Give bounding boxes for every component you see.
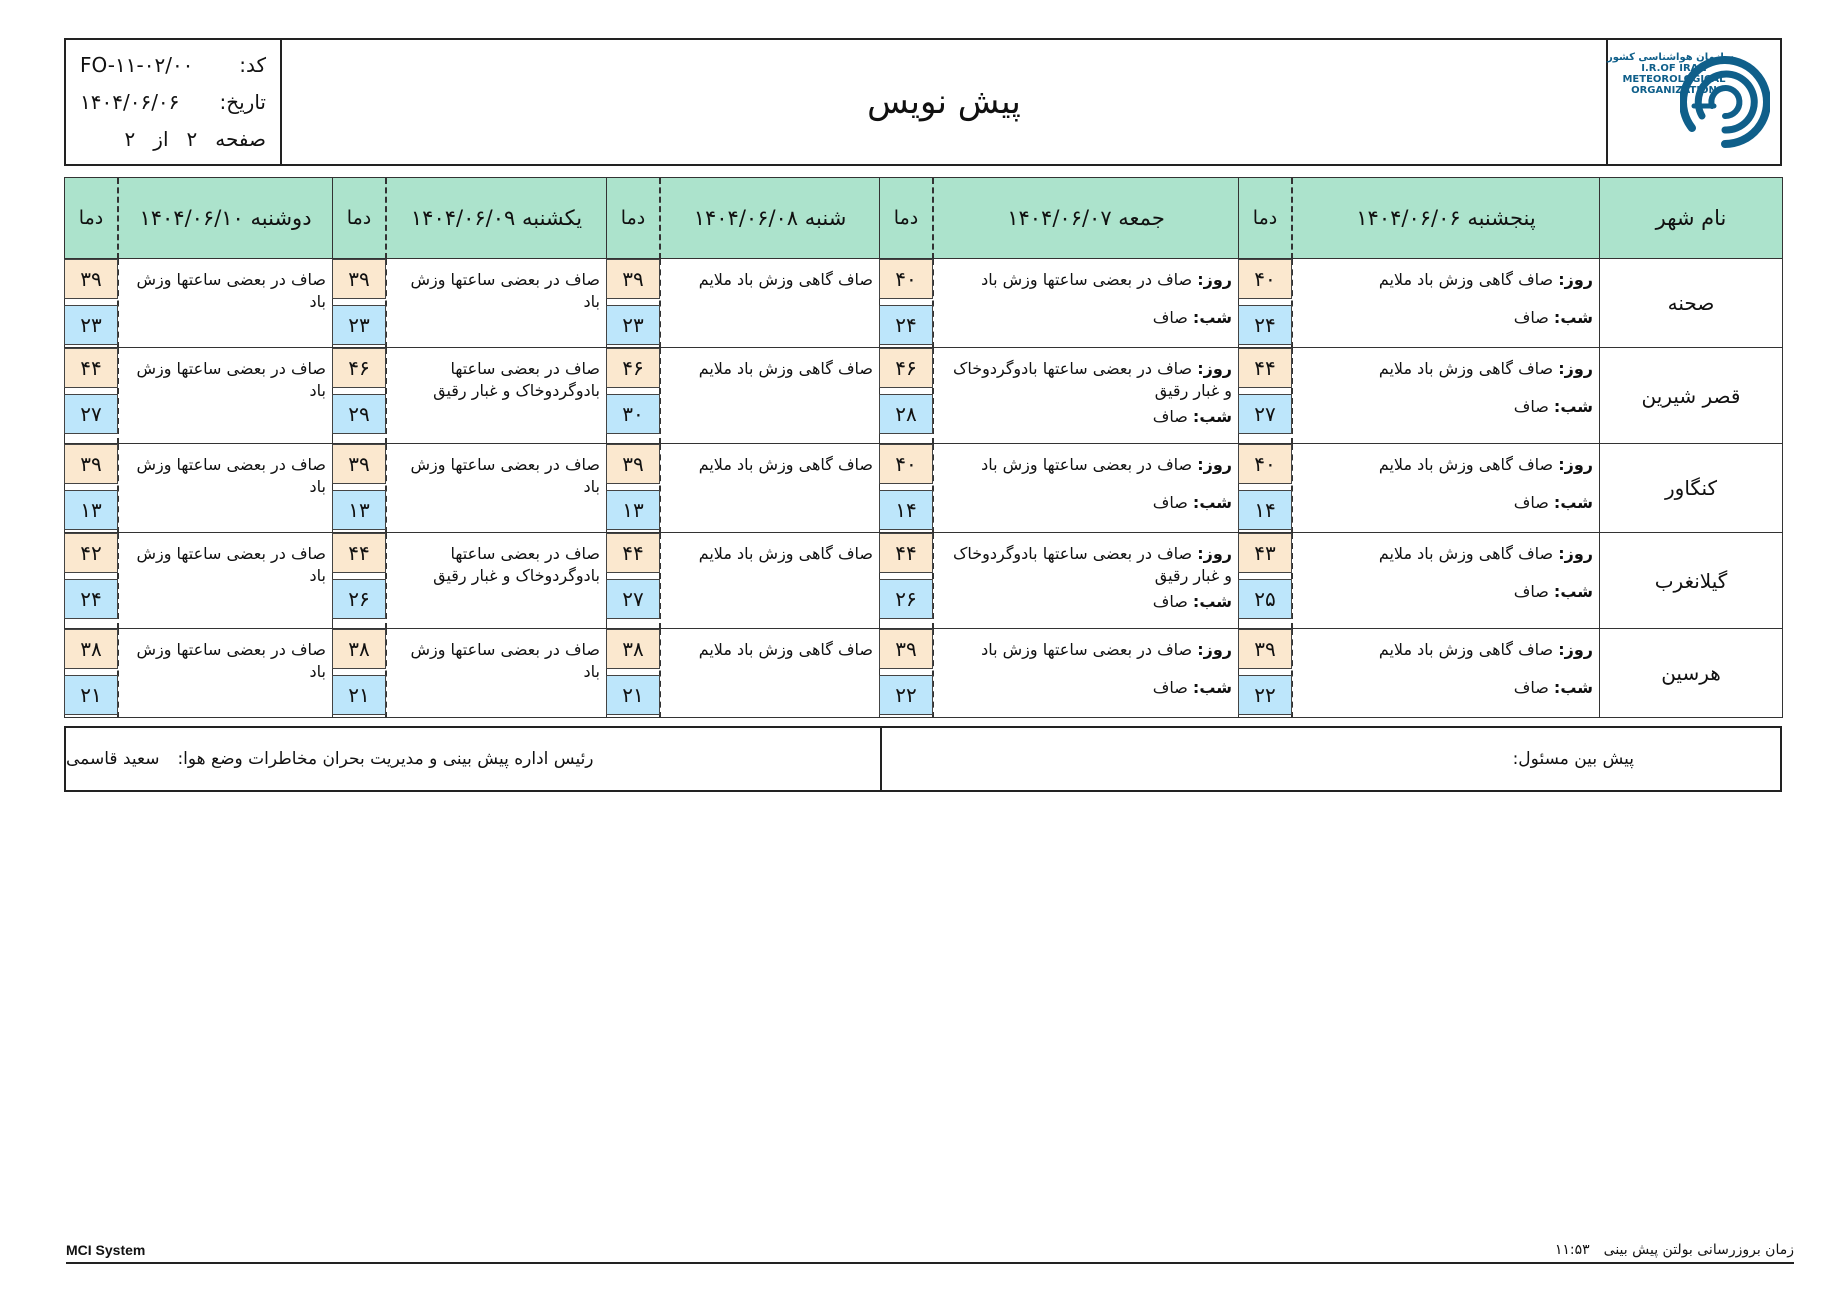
max-temp: ۳۹ xyxy=(64,444,118,484)
day-header-2: جمعه ۱۴۰۴/۰۶/۰۷ xyxy=(934,178,1239,259)
day-label: روز: xyxy=(1558,359,1593,378)
forecast-day-night xyxy=(1293,348,1600,444)
max-temp: ۴۰ xyxy=(1238,444,1292,484)
night-label: شب: xyxy=(1192,678,1232,697)
temp-header: دما xyxy=(333,178,387,259)
logo-spiral-icon xyxy=(1680,54,1770,154)
min-temp: ۲۳ xyxy=(64,305,118,345)
max-temp: ۴۴ xyxy=(64,348,118,388)
night-text: صاف xyxy=(1513,582,1549,601)
city-header: نام شهر xyxy=(1600,178,1783,259)
day-text: صاف گاهی وزش باد ملایم xyxy=(1378,544,1554,563)
day-label: روز: xyxy=(1558,640,1593,659)
night-forecast xyxy=(1153,591,1232,613)
department-head xyxy=(66,728,882,790)
night-label: شب: xyxy=(1553,493,1593,512)
max-temp: ۳۸ xyxy=(606,629,660,669)
forecast-day-night xyxy=(1293,629,1600,718)
temp-cell xyxy=(880,348,934,444)
forecast-description: صاف در بعضی ساعتها بادوگردوخاک و غبار رقیق xyxy=(387,533,607,629)
forecast-day-night xyxy=(1293,533,1600,629)
max-temp: ۳۹ xyxy=(606,444,660,484)
forecast-description: صاف گاهی وزش باد ملایم xyxy=(661,629,880,718)
forecast-description: صاف گاهی وزش باد ملایم xyxy=(661,259,880,348)
temp-header: دما xyxy=(880,178,934,259)
temp-cell xyxy=(65,348,119,444)
temp-cell xyxy=(880,444,934,533)
temp-cell xyxy=(607,533,661,629)
max-temp: ۳۹ xyxy=(879,629,933,669)
max-temp: ۴۴ xyxy=(879,533,933,573)
max-temp: ۴۶ xyxy=(606,348,660,388)
page-current: ۲ xyxy=(186,127,198,151)
max-temp: ۴۶ xyxy=(879,348,933,388)
forecast-day-night xyxy=(934,629,1239,718)
night-text: صاف xyxy=(1152,678,1188,697)
night-forecast xyxy=(1514,677,1593,699)
day-forecast xyxy=(1301,358,1593,380)
city-name: قصر شیرین xyxy=(1600,348,1783,444)
max-temp: ۳۹ xyxy=(332,444,386,484)
temp-cell xyxy=(607,259,661,348)
day-text: صاف در بعضی ساعتها وزش باد xyxy=(981,270,1193,289)
temp-header: دما xyxy=(607,178,661,259)
forecast-description: صاف در بعضی ساعتها وزش باد xyxy=(119,629,333,718)
max-temp: ۴۰ xyxy=(879,444,933,484)
min-temp: ۱۴ xyxy=(1238,490,1292,530)
day-text: صاف گاهی وزش باد ملایم xyxy=(1378,455,1554,474)
min-temp: ۱۴ xyxy=(879,490,933,530)
day-label: روز: xyxy=(1558,270,1593,289)
night-label: شب: xyxy=(1192,407,1232,426)
night-forecast xyxy=(1153,677,1232,699)
organization-logo xyxy=(1606,40,1780,164)
temp-cell xyxy=(880,629,934,718)
temp-cell xyxy=(65,444,119,533)
signature-row xyxy=(64,726,1782,792)
city-name: گیلانغرب xyxy=(1600,533,1783,629)
temp-cell xyxy=(65,629,119,718)
day-text: صاف گاهی وزش باد ملایم xyxy=(1378,270,1554,289)
city-name: هرسین xyxy=(1600,629,1783,718)
day-forecast xyxy=(942,358,1232,402)
max-temp: ۴۶ xyxy=(332,348,386,388)
temp-cell xyxy=(65,533,119,629)
temp-cell xyxy=(607,629,661,718)
temp-cell xyxy=(1239,348,1293,444)
forecast-day-night xyxy=(934,444,1239,533)
forecast-day-night xyxy=(934,348,1239,444)
temp-cell xyxy=(65,259,119,348)
min-temp: ۲۸ xyxy=(879,394,933,434)
temp-cell xyxy=(1239,629,1293,718)
max-temp: ۳۹ xyxy=(64,259,118,299)
code-value: FO-۱۱-۰۲/۰۰ xyxy=(80,53,194,77)
bulletin-header xyxy=(64,38,1782,166)
responsible-forecaster xyxy=(882,728,1780,790)
forecast-description: صاف گاهی وزش باد ملایم xyxy=(661,533,880,629)
max-temp: ۴۴ xyxy=(1238,348,1292,388)
min-temp: ۲۱ xyxy=(64,675,118,715)
night-forecast xyxy=(1153,406,1232,428)
night-text: صاف xyxy=(1513,308,1549,327)
day-forecast xyxy=(942,269,1232,291)
update-time: ۱۱:۵۳ xyxy=(1554,1242,1590,1258)
update-info xyxy=(1555,1242,1794,1262)
max-temp: ۴۲ xyxy=(64,533,118,573)
date-value: ۱۴۰۴/۰۶/۰۶ xyxy=(80,90,180,114)
night-forecast xyxy=(1514,492,1593,514)
min-temp: ۲۶ xyxy=(332,579,386,619)
page-footer xyxy=(66,1236,1794,1264)
min-temp: ۲۷ xyxy=(64,394,118,434)
min-temp: ۱۳ xyxy=(332,490,386,530)
page-total: ۲ xyxy=(124,127,136,151)
department-head-name: سعید قاسمی xyxy=(66,749,160,769)
logo-line-3: ORGANIZATION xyxy=(1631,85,1717,96)
night-text: صاف xyxy=(1513,493,1549,512)
day-text: صاف در بعضی ساعتها وزش باد xyxy=(981,455,1193,474)
night-label: شب: xyxy=(1553,678,1593,697)
min-temp: ۲۴ xyxy=(879,305,933,345)
page-title: پیش نویس xyxy=(867,82,1021,122)
max-temp: ۴۰ xyxy=(1238,259,1292,299)
department-head-label: رئیس اداره پیش بینی و مدیریت بحران مخاطرات وضع هوا: xyxy=(177,749,594,769)
forecast-table xyxy=(64,177,1783,718)
temp-header: دما xyxy=(65,178,119,259)
min-temp: ۲۹ xyxy=(332,394,386,434)
temp-cell xyxy=(333,533,387,629)
max-temp: ۳۸ xyxy=(332,629,386,669)
min-temp: ۲۳ xyxy=(606,305,660,345)
day-header-1: پنجشنبه ۱۴۰۴/۰۶/۰۶ xyxy=(1293,178,1600,259)
temp-cell xyxy=(880,533,934,629)
day-header-3: شنبه ۱۴۰۴/۰۶/۰۸ xyxy=(661,178,880,259)
forecast-description: صاف در بعضی ساعتها وزش باد xyxy=(387,629,607,718)
day-forecast xyxy=(1301,543,1593,565)
temp-header: دما xyxy=(1239,178,1293,259)
min-temp: ۲۴ xyxy=(1238,305,1292,345)
night-label: شب: xyxy=(1192,308,1232,327)
forecast-description: صاف در بعضی ساعتها وزش باد xyxy=(119,444,333,533)
temp-cell xyxy=(1239,444,1293,533)
temp-cell xyxy=(333,629,387,718)
min-temp: ۲۷ xyxy=(606,579,660,619)
forecast-description: صاف در بعضی ساعتها وزش باد xyxy=(119,259,333,348)
day-label: روز: xyxy=(1197,640,1232,659)
day-label: روز: xyxy=(1197,270,1232,289)
temp-cell xyxy=(333,259,387,348)
day-label: روز: xyxy=(1197,544,1232,563)
night-forecast xyxy=(1514,396,1593,418)
night-text: صاف xyxy=(1152,308,1188,327)
night-label: شب: xyxy=(1553,308,1593,327)
page-label: صفحه xyxy=(215,127,266,151)
min-temp: ۱۳ xyxy=(606,490,660,530)
document-info xyxy=(66,40,282,164)
day-forecast xyxy=(942,454,1232,476)
temp-cell xyxy=(607,444,661,533)
day-forecast xyxy=(942,639,1232,661)
day-forecast xyxy=(1301,269,1593,291)
night-text: صاف xyxy=(1152,407,1188,426)
forecast-day-night xyxy=(1293,259,1600,348)
night-label: شب: xyxy=(1553,397,1593,416)
day-header-5: دوشنبه ۱۴۰۴/۰۶/۱۰ xyxy=(119,178,333,259)
forecast-description: صاف در بعضی ساعتها وزش باد xyxy=(387,444,607,533)
system-name: MCI System xyxy=(66,1242,146,1258)
max-temp: ۳۸ xyxy=(64,629,118,669)
min-temp: ۱۳ xyxy=(64,490,118,530)
day-forecast xyxy=(1301,454,1593,476)
code-label: کد: xyxy=(239,53,266,77)
forecast-description: صاف در بعضی ساعتها بادوگردوخاک و غبار رقیق xyxy=(387,348,607,444)
forecast-description: صاف گاهی وزش باد ملایم xyxy=(661,444,880,533)
logo-line-1: I.R.OF IRAN xyxy=(1641,63,1707,74)
page-of: از xyxy=(153,127,169,151)
date-label: تاریخ: xyxy=(219,90,266,114)
min-temp: ۲۱ xyxy=(606,675,660,715)
temp-cell xyxy=(1239,259,1293,348)
day-label: روز: xyxy=(1197,359,1232,378)
day-forecast xyxy=(942,543,1232,587)
logo-line-2: METEOROLOGICAL xyxy=(1622,74,1726,85)
night-forecast xyxy=(1153,307,1232,329)
day-header-4: یکشنبه ۱۴۰۴/۰۶/۰۹ xyxy=(387,178,607,259)
forecast-day-night xyxy=(934,259,1239,348)
forecast-description: صاف گاهی وزش باد ملایم xyxy=(661,348,880,444)
max-temp: ۴۴ xyxy=(606,533,660,573)
min-temp: ۳۰ xyxy=(606,394,660,434)
city-name: کنگاور xyxy=(1600,444,1783,533)
min-temp: ۲۴ xyxy=(64,579,118,619)
temp-cell xyxy=(333,348,387,444)
min-temp: ۲۳ xyxy=(332,305,386,345)
day-label: روز: xyxy=(1558,455,1593,474)
night-text: صاف xyxy=(1513,397,1549,416)
night-forecast xyxy=(1153,492,1232,514)
min-temp: ۲۱ xyxy=(332,675,386,715)
min-temp: ۲۲ xyxy=(879,675,933,715)
forecaster-label: پیش بین مسئول: xyxy=(1512,749,1634,769)
temp-cell xyxy=(880,259,934,348)
max-temp: ۴۳ xyxy=(1238,533,1292,573)
logo-line-fa: سازمان هواشناسی کشور xyxy=(1606,52,1734,63)
max-temp: ۴۴ xyxy=(332,533,386,573)
day-label: روز: xyxy=(1558,544,1593,563)
day-text: صاف در بعضی ساعتها بادوگردوخاک و غبار رقیق xyxy=(953,544,1232,585)
day-text: صاف در بعضی ساعتها بادوگردوخاک و غبار رقیق xyxy=(953,359,1232,400)
night-label: شب: xyxy=(1553,582,1593,601)
day-text: صاف گاهی وزش باد ملایم xyxy=(1378,359,1554,378)
temp-cell xyxy=(1239,533,1293,629)
night-label: شب: xyxy=(1192,592,1232,611)
max-temp: ۳۹ xyxy=(606,259,660,299)
max-temp: ۴۰ xyxy=(879,259,933,299)
max-temp: ۳۹ xyxy=(1238,629,1292,669)
night-forecast xyxy=(1514,307,1593,329)
forecast-description: صاف در بعضی ساعتها وزش باد xyxy=(387,259,607,348)
day-text: صاف گاهی وزش باد ملایم xyxy=(1378,640,1554,659)
night-label: شب: xyxy=(1192,493,1232,512)
night-forecast xyxy=(1514,581,1593,603)
day-forecast xyxy=(1301,639,1593,661)
min-temp: ۲۲ xyxy=(1238,675,1292,715)
forecast-day-night xyxy=(1293,444,1600,533)
night-text: صاف xyxy=(1152,592,1188,611)
min-temp: ۲۷ xyxy=(1238,394,1292,434)
city-name: صحنه xyxy=(1600,259,1783,348)
forecast-description: صاف در بعضی ساعتها وزش باد xyxy=(119,533,333,629)
min-temp: ۲۶ xyxy=(879,579,933,619)
forecast-description: صاف در بعضی ساعتها وزش باد xyxy=(119,348,333,444)
update-label: زمان بروزرسانی بولتن پیش بینی xyxy=(1603,1242,1794,1258)
day-text: صاف در بعضی ساعتها وزش باد xyxy=(981,640,1193,659)
temp-cell xyxy=(607,348,661,444)
max-temp: ۳۹ xyxy=(332,259,386,299)
forecast-day-night xyxy=(934,533,1239,629)
min-temp: ۲۵ xyxy=(1238,579,1292,619)
day-label: روز: xyxy=(1197,455,1232,474)
temp-cell xyxy=(333,444,387,533)
night-text: صاف xyxy=(1513,678,1549,697)
night-text: صاف xyxy=(1152,493,1188,512)
